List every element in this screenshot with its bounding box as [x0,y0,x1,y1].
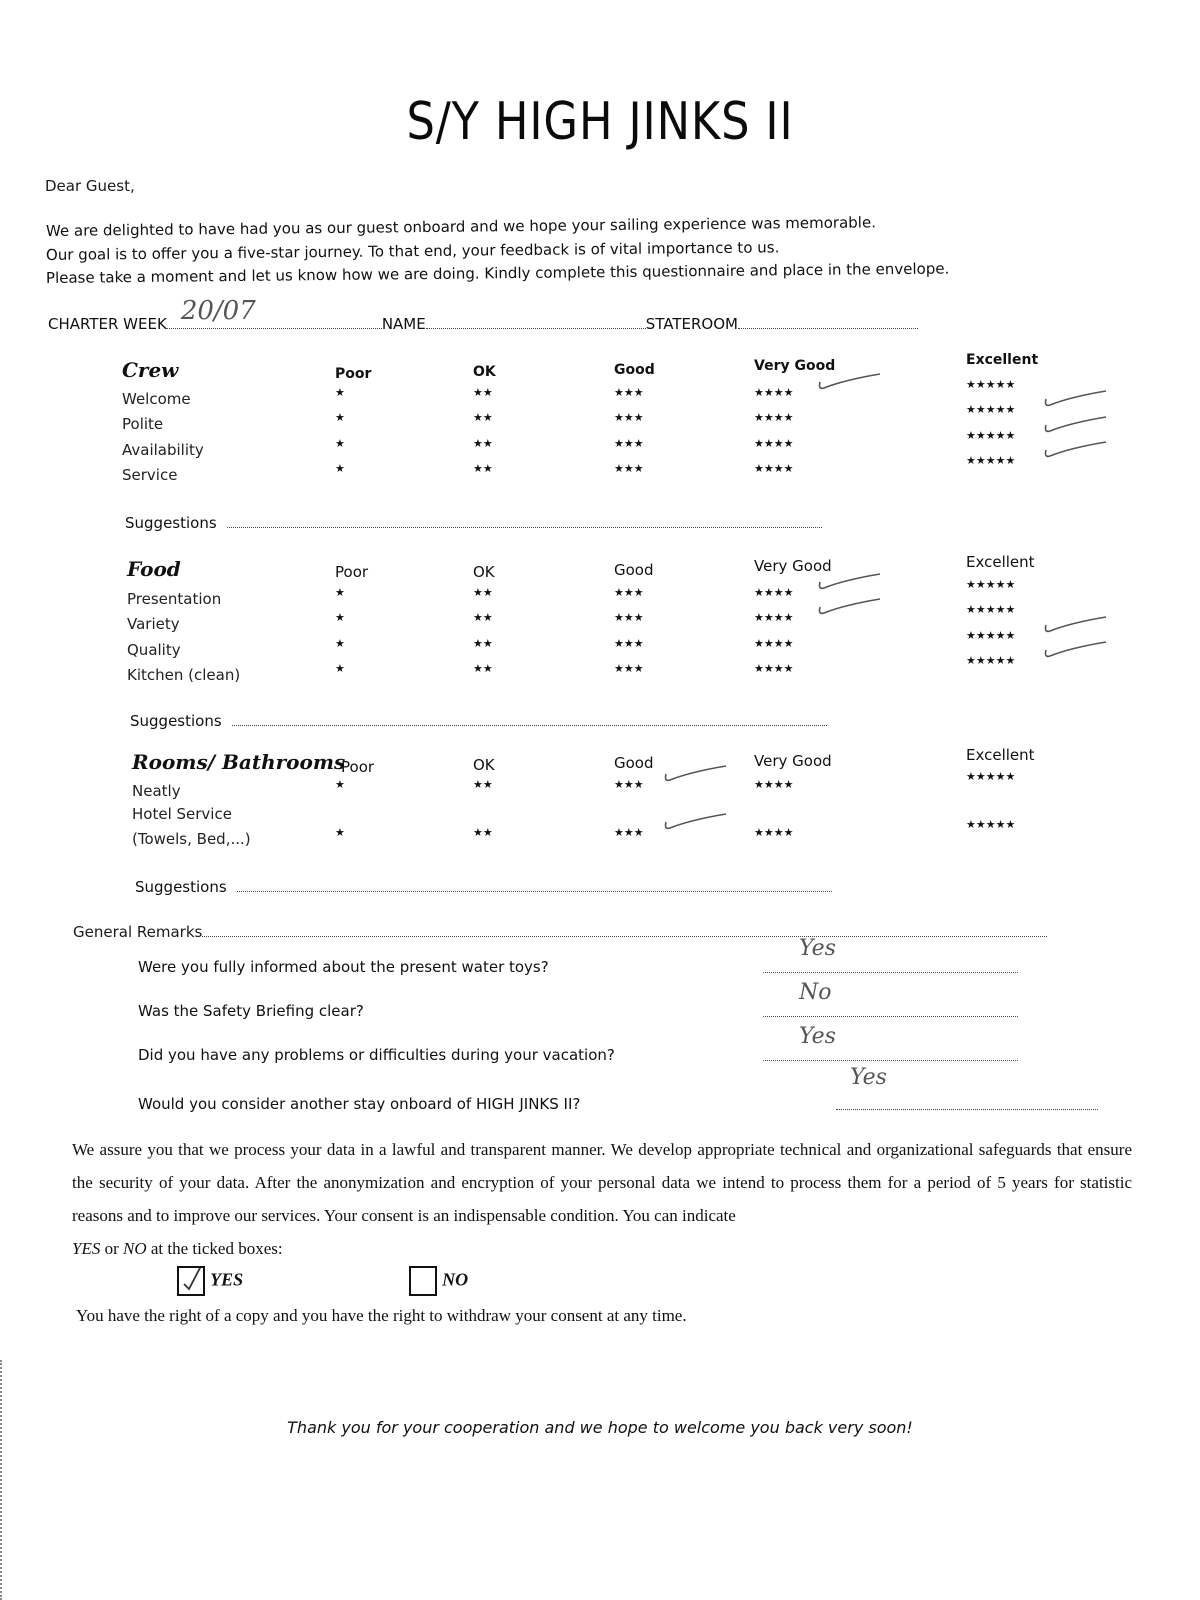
star-rating-option[interactable]: ★ [335,611,345,624]
star-rating-option[interactable]: ★★★ [614,462,644,475]
intro-line-2: Our goal is to offer you a five-star journey. To that end, your feedback is of vital importance to us. [45,238,780,264]
star-rating-option[interactable]: ★★★★ [754,586,794,599]
header-fields [48,296,918,333]
rating-column-header: Very Good [754,358,836,374]
star-rating-option[interactable]: ★★★★ [754,611,794,624]
star-rating-option[interactable]: ★ [335,637,345,650]
answer-value: Yes [799,1024,836,1049]
name-label: NAME [381,315,426,333]
consent-yes-label: YES [210,1269,244,1290]
star-rating-option[interactable]: ★★★★ [754,462,794,475]
charter-week-field[interactable] [167,296,382,329]
star-rating-option[interactable]: ★ [335,826,345,839]
data-consent-paragraph [72,1133,1132,1265]
section-title: Rooms/ Bathrooms [132,750,346,774]
star-rating-option[interactable]: ★★★ [614,637,644,650]
rating-item-label: Variety [127,615,180,633]
scan-edge-marks [0,1360,5,1600]
general-remarks-label: General Remarks [73,923,203,941]
star-rating-option[interactable]: ★★★★★ [966,378,1016,391]
rating-column-header: Good [614,561,654,579]
answer-field[interactable] [763,980,1018,1017]
yes-word: YES [72,1239,101,1258]
star-rating-option[interactable]: ★★ [473,386,493,399]
rating-column-header: Very Good [754,557,832,575]
consent-tail: at the ticked boxes: [146,1239,283,1258]
rating-column-header: OK [473,364,496,380]
star-rating-option[interactable]: ★★★ [614,826,644,839]
star-rating-option[interactable]: ★★ [473,826,493,839]
star-rating-option[interactable]: ★★ [473,778,493,791]
star-rating-option[interactable]: ★ [335,437,345,450]
star-rating-option[interactable]: ★★★ [614,386,644,399]
rating-column-header: OK [473,756,495,774]
answer-value: Yes [850,1065,887,1090]
stateroom-label: STATEROOM [645,315,738,333]
rating-item-label: Welcome [122,390,191,408]
rights-text: You have the right of a copy and you have the right to withdraw your consent at any time. [76,1306,687,1325]
check-mark-icon [660,762,730,790]
suggestions-field[interactable] [237,877,832,892]
star-rating-option[interactable]: ★★★★ [754,437,794,450]
general-remarks-field[interactable] [202,922,1047,937]
suggestions-row [130,711,827,730]
star-rating-option[interactable]: ★★★ [614,411,644,424]
rating-item-label: Service [122,466,178,484]
page-title: S/Y HIGH JINKS II [406,92,794,152]
star-rating-option[interactable]: ★★★★★ [966,654,1016,667]
rating-column-header: Poor [335,366,372,382]
charter-week-value: 20/07 [180,296,256,326]
thank-you-note: Thank you for your cooperation and we hope to welcome you back very soon! [287,1418,913,1437]
star-rating-option[interactable]: ★★ [473,411,493,424]
star-rating-option[interactable]: ★ [335,778,345,791]
general-remarks [73,922,1047,941]
rating-item-label: Presentation [127,590,222,608]
no-word: NO [123,1239,147,1258]
section-title: Crew [122,358,179,382]
answer-value: No [799,980,832,1005]
consent-no-checkbox[interactable] [409,1266,437,1296]
star-rating-option[interactable]: ★★★ [614,778,644,791]
rating-item-label: Hotel Service [132,805,232,823]
consent-no-label: NO [442,1269,469,1290]
star-rating-option[interactable]: ★★ [473,637,493,650]
stateroom-field[interactable] [738,314,918,329]
star-rating-option[interactable]: ★★★★ [754,411,794,424]
star-rating-option[interactable]: ★★★★ [754,662,794,675]
star-rating-option[interactable]: ★★★★ [754,826,794,839]
star-rating-option[interactable]: ★★★★★ [966,429,1016,442]
answer-field[interactable] [763,1024,1018,1061]
check-mark-icon [814,370,884,398]
star-rating-option[interactable]: ★ [335,462,345,475]
suggestions-field[interactable] [232,711,827,726]
answer-value: Yes [799,936,836,961]
rating-item-label: Kitchen (clean) [127,666,241,684]
star-rating-option[interactable]: ★★★ [614,586,644,599]
rating-item-label: Quality [127,641,181,659]
star-rating-option[interactable]: ★★ [473,662,493,675]
rating-column-header: Poor [341,758,375,776]
check-mark-icon [1040,438,1110,466]
star-rating-option[interactable]: ★★★ [614,662,644,675]
star-rating-option[interactable]: ★★★★★ [966,454,1016,467]
answer-field[interactable] [763,936,1018,973]
suggestions-row [125,513,822,532]
star-rating-option[interactable]: ★★★★★ [966,578,1016,591]
suggestions-label: Suggestions [135,878,227,896]
rating-item-label: Polite [122,415,164,433]
rating-column-header: OK [473,563,495,581]
suggestions-field[interactable] [227,513,822,528]
rating-column-header: Excellent [966,746,1035,764]
rating-column-header: Poor [335,563,369,581]
star-rating-option[interactable]: ★ [335,386,345,399]
star-rating-option[interactable]: ★★ [473,437,493,450]
star-rating-option[interactable]: ★★★★★ [966,770,1016,783]
star-rating-option[interactable]: ★★★★ [754,637,794,650]
check-mark-icon [1040,638,1110,666]
check-mark-icon [1040,413,1110,441]
answer-field[interactable] [836,1065,1098,1110]
check-mark-icon [1040,387,1110,415]
rating-column-header: Excellent [966,553,1035,571]
rating-column-header: Excellent [966,352,1039,368]
star-rating-option[interactable]: ★ [335,662,345,675]
salutation: Dear Guest, [45,177,135,195]
consent-no-option[interactable] [409,1266,468,1296]
star-rating-option[interactable]: ★★ [473,611,493,624]
question-text: Were you fully informed about the present water toys? [138,958,549,976]
consent-yes-option[interactable] [177,1266,243,1296]
question-text: Did you have any problems or difficulties during your vacation? [138,1046,615,1064]
star-rating-option[interactable]: ★ [335,411,345,424]
consent-yes-checkbox[interactable] [177,1266,205,1296]
intro-line-1: We are delighted to have had you as our guest onboard and we hope your sailing experience was memorable. [45,213,877,240]
suggestions-label: Suggestions [130,712,222,730]
name-field[interactable] [426,314,646,329]
check-mark-icon [1040,613,1110,641]
star-rating-option[interactable]: ★★★★★ [966,818,1016,831]
rating-item-label: (Towels, Bed,...) [132,830,251,848]
rating-column-header: Very Good [754,752,832,770]
check-mark-icon [660,810,730,838]
check-mark-icon [814,595,884,623]
intro-line-3: Please take a moment and let us know how we are doing. Kindly complete this questionnaire and place in the envelope. [45,259,950,287]
star-rating-option[interactable]: ★★★★ [754,778,794,791]
check-mark-icon [179,1268,203,1294]
star-rating-option[interactable]: ★★★ [614,437,644,450]
question-text: Was the Safety Briefing clear? [138,1002,364,1020]
consent-text: We assure you that we process your data in a lawful and transparent manner. We develop appropriate technical and organizational safeguards that ensure the security of your data. After the anonymization and encryption of your personal data we intend to process them for a period of 5 years for statistic reasons and to improve our services. Your consent is an indispensable condition. You can indicate [72,1140,1132,1225]
section-title: Food [127,557,181,581]
star-rating-option[interactable]: ★★★★★ [966,629,1016,642]
star-rating-option[interactable]: ★★★★ [754,386,794,399]
star-rating-option[interactable]: ★★ [473,586,493,599]
charter-week-label: CHARTER WEEK [48,315,167,333]
star-rating-option[interactable]: ★ [335,586,345,599]
rating-column-header: Good [614,362,655,378]
or-word: or [100,1239,124,1258]
suggestions-row [135,877,832,896]
question-text: Would you consider another stay onboard of HIGH JINKS II? [138,1095,581,1113]
rating-column-header: Good [614,754,654,772]
star-rating-option[interactable]: ★★★ [614,611,644,624]
star-rating-option[interactable]: ★★ [473,462,493,475]
check-mark-icon [814,570,884,598]
rating-item-label: Availability [122,441,204,459]
rating-item-label: Neatly [132,782,181,800]
suggestions-label: Suggestions [125,514,217,532]
star-rating-option[interactable]: ★★★★★ [966,603,1016,616]
star-rating-option[interactable]: ★★★★★ [966,403,1016,416]
